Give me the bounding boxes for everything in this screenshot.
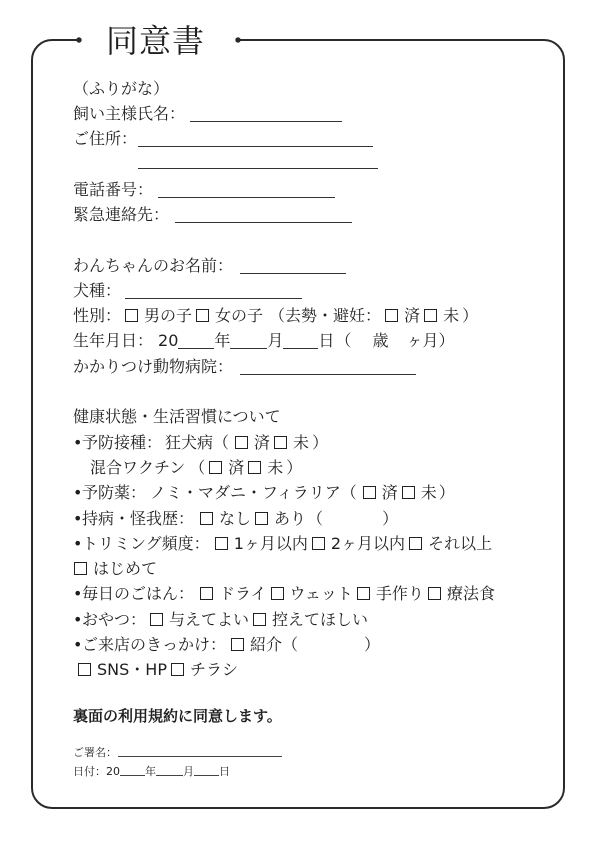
breed-row bbox=[73, 278, 555, 303]
dog-name-label: わんちゃんのお名前： bbox=[73, 255, 234, 275]
emergency-field[interactable] bbox=[175, 208, 352, 223]
combo-not-checkbox[interactable] bbox=[248, 461, 261, 474]
phone-row bbox=[73, 177, 555, 202]
trimming-2month-label: 2ヶ月以内 bbox=[330, 533, 406, 553]
food-therapeutic-checkbox[interactable] bbox=[428, 587, 441, 600]
birth-month-label: 月 bbox=[267, 331, 284, 351]
treats-row bbox=[73, 607, 555, 632]
trimming-2month-checkbox[interactable] bbox=[312, 537, 325, 550]
age-years-label: 歳 bbox=[372, 331, 389, 351]
consent-form bbox=[73, 76, 555, 683]
birth-day-label: 日 bbox=[318, 331, 335, 351]
dog-name-row bbox=[73, 253, 555, 278]
visit-referral-checkbox[interactable] bbox=[231, 638, 244, 651]
history-detail-open: （ bbox=[307, 508, 324, 528]
breed-field[interactable] bbox=[125, 284, 302, 299]
combo-close: ） bbox=[286, 457, 303, 477]
bullet: • bbox=[73, 533, 83, 553]
vet-row bbox=[73, 354, 555, 379]
trimming-row-2 bbox=[73, 556, 555, 581]
food-wet-checkbox[interactable] bbox=[271, 587, 284, 600]
bullet: • bbox=[73, 483, 83, 503]
trimming-row bbox=[73, 531, 555, 556]
preventive-done-checkbox[interactable] bbox=[363, 486, 376, 499]
owner-name-row bbox=[73, 101, 555, 126]
bullet: • bbox=[73, 609, 83, 629]
treats-ok-checkbox[interactable] bbox=[150, 613, 163, 626]
bullet: • bbox=[73, 508, 83, 528]
address-field[interactable] bbox=[138, 132, 373, 147]
history-detail-field[interactable] bbox=[323, 510, 382, 524]
food-homemade-label: 手作り bbox=[375, 584, 424, 604]
preventive-not-checkbox[interactable] bbox=[402, 486, 415, 499]
title-ornament-dot-right bbox=[235, 37, 240, 42]
food-wet-label: ウェット bbox=[289, 584, 353, 604]
neuter-not-label: 未 bbox=[443, 306, 460, 326]
history-row bbox=[73, 506, 555, 531]
sex-male-label: 男の子 bbox=[144, 306, 193, 326]
visit-detail-field[interactable] bbox=[298, 636, 364, 650]
treats-label: おやつ： bbox=[82, 609, 147, 629]
history-detail-close: ） bbox=[382, 508, 399, 528]
visit-detail-open: （ bbox=[282, 635, 299, 655]
date-row bbox=[73, 763, 230, 780]
rabies-done-label: 済 bbox=[254, 432, 271, 452]
date-day-field[interactable] bbox=[194, 764, 219, 776]
age-years-field[interactable] bbox=[351, 332, 372, 346]
document-title: 同意書 bbox=[106, 22, 206, 60]
neuter-label: （去勢・避妊： bbox=[269, 306, 382, 326]
address-label: ご住所： bbox=[73, 129, 138, 149]
sex-female-label: 女の子 bbox=[215, 306, 264, 326]
birth-year-field[interactable] bbox=[178, 334, 214, 349]
date-year-label: 年 bbox=[145, 765, 156, 778]
history-none-checkbox[interactable] bbox=[200, 512, 213, 525]
combo-done-label: 済 bbox=[228, 457, 245, 477]
owner-name-label: 飼い主様氏名： bbox=[73, 103, 186, 123]
address-field-2[interactable] bbox=[138, 154, 378, 169]
trimming-first-label: はじめて bbox=[93, 559, 158, 579]
emergency-row bbox=[73, 202, 555, 227]
combo-vaccine-label: 混合ワクチン bbox=[90, 457, 186, 477]
trimming-longer-checkbox[interactable] bbox=[409, 537, 422, 550]
neuter-close: ） bbox=[462, 306, 479, 326]
signature-row bbox=[73, 744, 282, 761]
date-label: 日付： bbox=[73, 765, 106, 778]
food-dry-checkbox[interactable] bbox=[200, 587, 213, 600]
preventive-done-label: 済 bbox=[381, 483, 398, 503]
preventive-row bbox=[73, 480, 555, 505]
birthday-label: 生年月日： bbox=[73, 331, 154, 351]
address-row bbox=[73, 126, 555, 151]
health-heading-row bbox=[73, 404, 555, 429]
history-none-label: なし bbox=[219, 508, 252, 528]
neuter-done-label: 済 bbox=[404, 306, 421, 326]
neuter-not-checkbox[interactable] bbox=[424, 309, 437, 322]
health-heading: 健康状態・生活習慣について bbox=[73, 407, 281, 427]
bullet: • bbox=[73, 584, 83, 604]
date-year-field[interactable] bbox=[120, 764, 145, 776]
breed-label: 犬種： bbox=[73, 280, 122, 300]
birthday-row bbox=[73, 328, 555, 353]
trimming-1month-checkbox[interactable] bbox=[215, 537, 228, 550]
history-label: 持病・怪我歴： bbox=[82, 508, 195, 528]
preventive-label: 予防薬： bbox=[82, 483, 147, 503]
preventive-target: ノミ・マダニ・フィラリア（ bbox=[150, 483, 357, 503]
food-therapeutic-label: 療法食 bbox=[446, 584, 495, 604]
rabies-not-label: 未 bbox=[293, 432, 310, 452]
rabies-close: ） bbox=[312, 432, 329, 452]
sex-label: 性別： bbox=[73, 306, 122, 326]
rabies-label: 狂犬病（ bbox=[165, 432, 230, 452]
date-century: 20 bbox=[106, 765, 120, 778]
spacer bbox=[73, 379, 555, 404]
phone-field[interactable] bbox=[158, 183, 335, 198]
date-month-label: 月 bbox=[183, 765, 194, 778]
vet-field[interactable] bbox=[240, 360, 416, 375]
birth-year-label: 年 bbox=[214, 331, 231, 351]
food-row bbox=[73, 581, 555, 606]
spacer bbox=[73, 227, 555, 252]
food-label: 毎日のごはん： bbox=[82, 584, 195, 604]
food-dry-label: ドライ bbox=[219, 584, 267, 604]
sex-male-checkbox[interactable] bbox=[125, 309, 138, 322]
signature-field[interactable] bbox=[118, 745, 282, 757]
age-months-label: ヶ月） bbox=[406, 331, 455, 351]
vet-label: かかりつけ動物病院： bbox=[73, 356, 234, 376]
combo-open: （ bbox=[189, 457, 206, 477]
trimming-first-checkbox[interactable] bbox=[74, 562, 87, 575]
preventive-close: ） bbox=[438, 483, 455, 503]
visit-detail-close: ） bbox=[364, 635, 381, 655]
bullet: • bbox=[73, 635, 83, 655]
history-yes-checkbox[interactable] bbox=[255, 512, 268, 525]
age-open: （ bbox=[335, 331, 352, 351]
visit-reason-row-2 bbox=[73, 657, 555, 682]
birth-month-field[interactable] bbox=[230, 334, 267, 349]
vaccination-row bbox=[73, 430, 555, 455]
owner-name-field[interactable] bbox=[190, 107, 342, 122]
visit-reason-label: ご来店のきっかけ： bbox=[82, 635, 227, 655]
birth-day-field[interactable] bbox=[283, 334, 318, 349]
birthday-century: 20 bbox=[158, 331, 179, 351]
bullet: • bbox=[73, 432, 83, 452]
emergency-label: 緊急連絡先： bbox=[73, 204, 170, 224]
visit-flyer-checkbox[interactable] bbox=[171, 663, 184, 676]
treats-ok-label: 与えてよい bbox=[169, 609, 250, 629]
trimming-longer-label: それ以上 bbox=[428, 533, 493, 553]
dog-name-field[interactable] bbox=[240, 259, 346, 274]
treats-avoid-label: 控えてほしい bbox=[272, 609, 369, 629]
trimming-label: トリミング頻度： bbox=[82, 533, 210, 553]
title-ornament-dot-left bbox=[76, 37, 81, 42]
furigana-label: （ふりがな） bbox=[73, 78, 170, 98]
visit-flyer-label: チラシ bbox=[189, 660, 238, 680]
rabies-not-checkbox[interactable] bbox=[274, 436, 287, 449]
combo-not-label: 未 bbox=[267, 457, 284, 477]
visit-sns-checkbox[interactable] bbox=[78, 663, 91, 676]
visit-reason-row bbox=[73, 632, 555, 657]
phone-label: 電話番号： bbox=[73, 179, 154, 199]
agreement-statement: 裏面の利用規約に同意します。 bbox=[73, 707, 282, 725]
history-yes-label: あり bbox=[274, 508, 307, 528]
combo-done-checkbox[interactable] bbox=[209, 461, 222, 474]
treats-avoid-checkbox[interactable] bbox=[253, 613, 266, 626]
sex-row bbox=[73, 303, 555, 328]
vaccination-label: 予防接種： bbox=[82, 432, 163, 452]
neuter-done-checkbox[interactable] bbox=[385, 309, 398, 322]
combo-vaccine-row bbox=[73, 455, 555, 480]
rabies-done-checkbox[interactable] bbox=[235, 436, 248, 449]
age-months-field[interactable] bbox=[388, 332, 406, 346]
visit-referral-label: 紹介 bbox=[250, 635, 283, 655]
furigana-row bbox=[73, 76, 555, 101]
trimming-1month-label: 1ヶ月以内 bbox=[233, 533, 308, 553]
preventive-not-label: 未 bbox=[420, 483, 437, 503]
address-row-2 bbox=[73, 151, 555, 176]
signature-label: ご署名： bbox=[73, 746, 117, 759]
date-day-label: 日 bbox=[219, 765, 230, 778]
visit-sns-label: SNS・HP bbox=[97, 660, 167, 680]
date-month-field[interactable] bbox=[156, 764, 183, 776]
food-homemade-checkbox[interactable] bbox=[357, 587, 370, 600]
sex-female-checkbox[interactable] bbox=[196, 309, 209, 322]
